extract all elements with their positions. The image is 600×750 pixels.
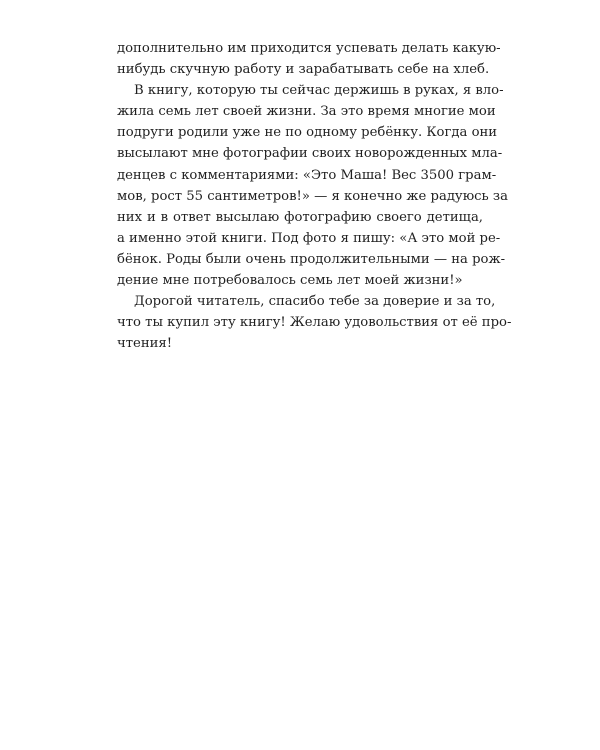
text-line: мов, рост 55 сантиметров!» — я конечно же радуюсь за	[117, 188, 508, 204]
text-line: них и в ответ высылаю фотографию своего детища,	[117, 209, 483, 225]
paragraph-2	[117, 80, 508, 291]
text-line: Дорогой читатель, спасибо тебе за доверие и за то,	[134, 294, 496, 310]
text-line: чтения!	[117, 336, 173, 352]
text-line: нибудь скучную работу и зарабатывать себе на хлеб.	[117, 62, 490, 78]
text-line: что ты купил эту книгу! Желаю удовольствия от её про-	[117, 315, 512, 331]
text-line: В книгу, которую ты сейчас держишь в руках, я вло-	[134, 83, 504, 99]
text-line: подруги родили уже не по одному ребёнку. Когда они	[117, 125, 498, 141]
paragraph-1	[117, 38, 501, 80]
text-line: денцев с комментариями: «Это Маша! Вес 3500 грам-	[117, 167, 497, 183]
text-line: высылают мне фотографии своих новорожденных мла-	[117, 146, 503, 162]
page-text	[117, 38, 512, 354]
text-line: дополнительно им приходится успевать делать какую-	[117, 41, 501, 56]
text-line: бёнок. Роды были очень продолжительными — на рож-	[117, 251, 506, 267]
paragraph-3	[117, 291, 512, 354]
text-line: а именно этой книги. Под фото я пишу: «А это мой ре-	[117, 230, 501, 246]
text-line: жила семь лет своей жизни. За это время многие мои	[117, 104, 496, 120]
text-line: дение мне потребовалось семь лет моей жизни!»	[117, 273, 463, 289]
